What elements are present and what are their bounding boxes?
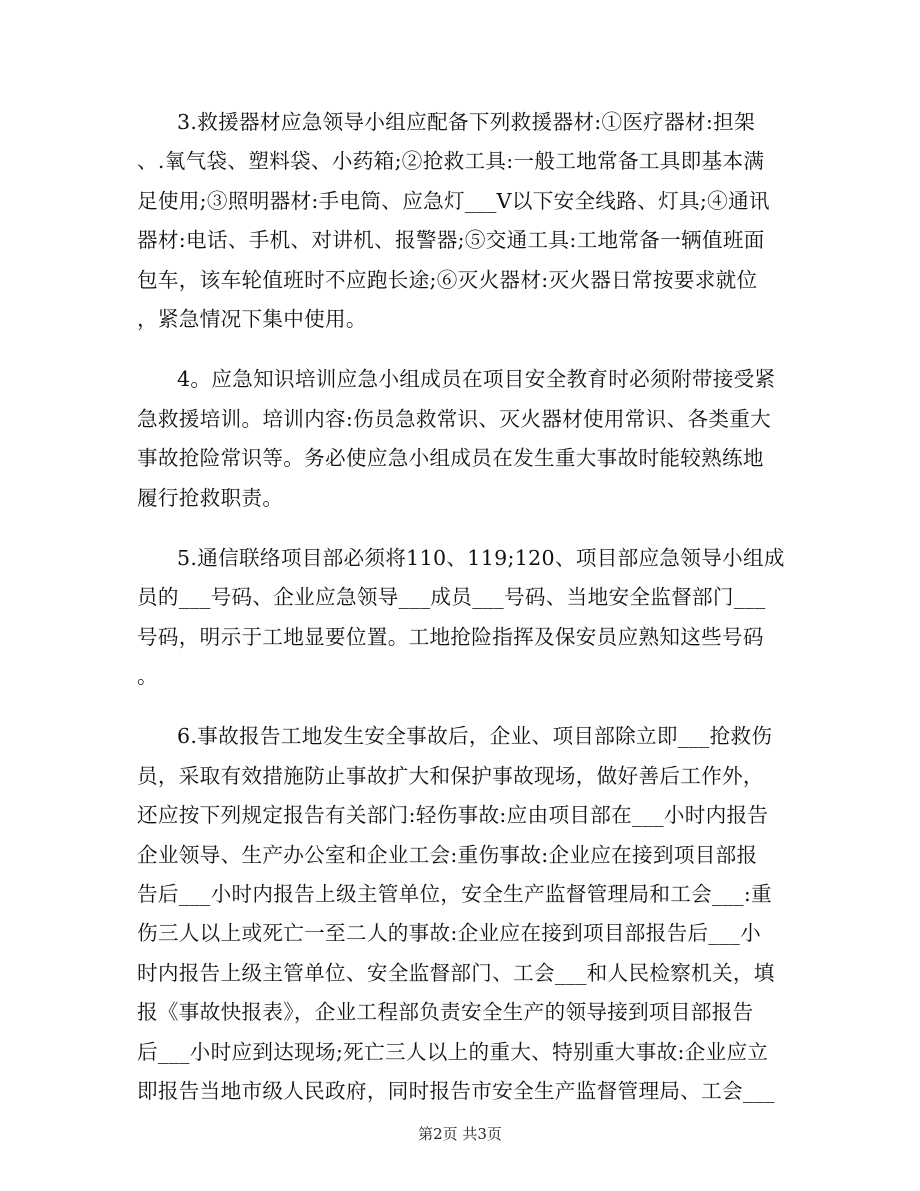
text-line: 4。应急知识培训应急小组成员在项目安全教育时必须附带接受紧 bbox=[177, 367, 776, 392]
text-line: 包车，该车轮值班时不应跑长途;⑥灭火器材:灭火器日常按要求就位 bbox=[137, 267, 758, 292]
text-line: 6.事故报告工地发生安全事故后，企业、项目部除立即___抢救伤 bbox=[177, 724, 773, 749]
paragraph-training bbox=[137, 360, 787, 518]
text-line: ，紧急情况下集中使用。 bbox=[137, 306, 367, 331]
page-number-footer: 第2页 共3页 bbox=[418, 1125, 502, 1143]
text-line: 事故抢险常识等。务必使应急小组成员在发生重大事故时能较熟练地 bbox=[137, 446, 764, 471]
text-line: 3.救援器材应急领导小组应配备下列救援器材:①医疗器材:担架 bbox=[177, 110, 755, 134]
text-line: 报《事故快报表》，企业工程部负责安全生产的领导接到项目部报告 bbox=[137, 1000, 754, 1025]
paragraph-equipment bbox=[137, 103, 787, 339]
text-line: 履行抢救职责。 bbox=[137, 485, 284, 510]
paragraph-communication bbox=[137, 539, 787, 697]
text-line: 5.通信联络项目部必须将110、119;120、项目部应急领导小组成 bbox=[177, 545, 785, 570]
text-line: 号码，明示于工地显要位置。工地抢险指挥及保安员应熟知这些号码 bbox=[137, 624, 764, 649]
text-line: 。 bbox=[137, 664, 158, 689]
text-line: 足使用;③照明器材:手电筒、应急灯___V以下安全线路、灯具;④通讯 bbox=[137, 188, 770, 213]
document-body bbox=[137, 103, 787, 1111]
paragraph-gap bbox=[137, 339, 787, 360]
text-line: 、.氧气袋、塑料袋、小药箱;②抢救工具:一般工地常备工具即基本满 bbox=[137, 149, 765, 174]
text-line: 急救援培训。培训内容:伤员急救常识、灭火器材使用常识、各类重大 bbox=[137, 406, 772, 431]
text-line: 后___小时应到达现场;死亡三人以上的重大、特别重大事故:企业应立 bbox=[137, 1039, 769, 1064]
paragraph-gap bbox=[137, 518, 787, 539]
text-line: 告后___小时内报告上级主管单位，安全生产监督管理局和工会___:重 bbox=[137, 882, 772, 907]
text-line: 器材:电话、手机、对讲机、报警器;⑤交通工具:工地常备一辆值班面 bbox=[137, 228, 765, 253]
text-line: 员，采取有效措施防止事故扩大和保护事故现场，做好善后工作外， bbox=[137, 763, 764, 788]
text-line: 企业领导、生产办公室和企业工会:重伤事故:企业应在接到项目部报 bbox=[137, 842, 758, 867]
text-line: 时内报告上级主管单位、安全监督部门、工会___和人民检察机关，填 bbox=[137, 960, 775, 985]
text-line: 伤三人以上或死亡一至二人的事故:企业应在接到项目部报告后___小 bbox=[137, 921, 762, 946]
text-line: 还应按下列规定报告有关部门:轻伤事故:应由项目部在___小时内报告 bbox=[137, 803, 769, 828]
paragraph-gap bbox=[137, 696, 787, 717]
text-line: 即报告当地市级人民政府，同时报告市安全生产监督管理局、工会___ bbox=[137, 1078, 775, 1103]
text-line: 员的___号码、企业应急领导___成员___号码、当地安全监督部门___ bbox=[137, 585, 766, 610]
paragraph-accident-report bbox=[137, 717, 787, 1111]
